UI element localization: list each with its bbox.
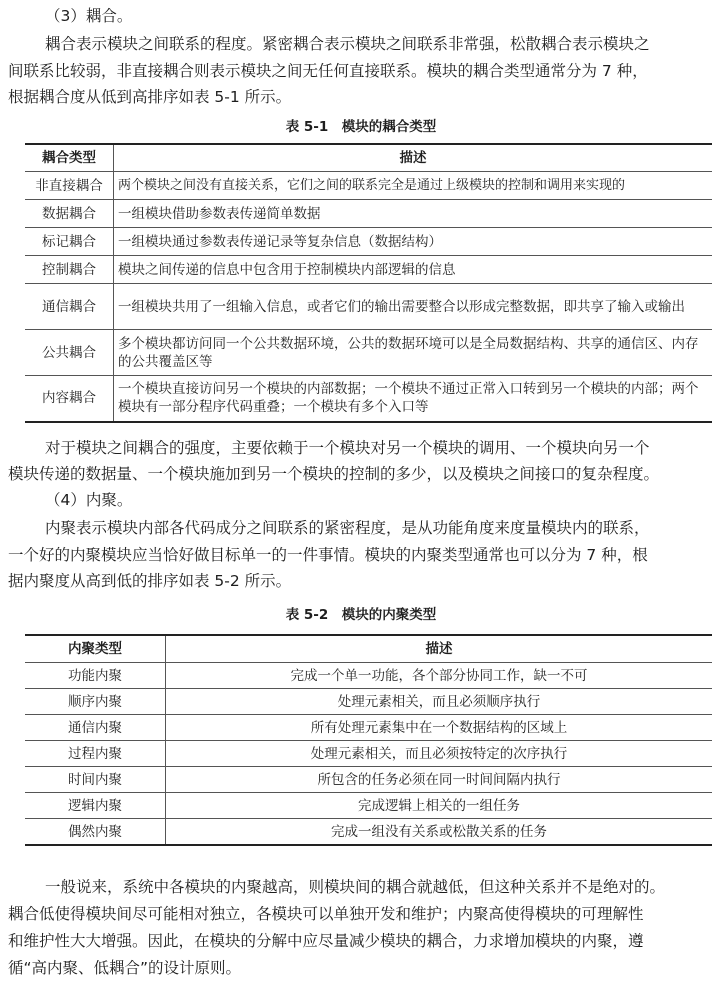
paragraph-line: 耦合表示模块之间联系的程度。紧密耦合表示模块之间联系非常强，松散耦合表示模块之: [45, 35, 650, 53]
table-header-row: [25, 635, 712, 663]
cohesion-desc-cell: 处理元素相关，而且必须按特定的次序执行: [166, 741, 713, 767]
paragraph-line: 内聚表示模块内部各代码成分之间联系的紧密程度，是从功能角度来度量模块内的联系，: [45, 519, 650, 537]
table-row: [25, 228, 712, 256]
cohesion-desc-cell: 所包含的任务必须在同一时间间隔内执行: [166, 767, 713, 793]
cohesion-desc-cell: 所有处理元素集中在一个数据结构的区域上: [166, 715, 713, 741]
coupling-type-cell: 公共耦合: [25, 330, 114, 376]
column-header-description: 描述: [114, 144, 713, 172]
table-row: [25, 172, 712, 200]
paragraph-line: 一个好的内聚模块应当恰好做目标单一的一件事情。模块的内聚类型通常也可以分为 7 种，根: [8, 546, 648, 564]
table-row: [25, 330, 712, 376]
coupling-desc-cell: 一组模块借助参数表传递简单数据: [114, 200, 713, 228]
table-row: [25, 715, 712, 741]
paragraph-line: 模块传递的数据量、一个模块施加到另一个模块的控制的多少，以及模块之间接口的复杂程度。: [8, 465, 660, 483]
cohesion-desc-cell: 完成一个单一功能，各个部分协同工作，缺一不可: [166, 663, 713, 689]
coupling-desc-cell: 模块之间传递的信息中包含用于控制模块内部逻辑的信息: [114, 256, 713, 284]
coupling-type-cell: 非直接耦合: [25, 172, 114, 200]
cohesion-type-cell: 过程内聚: [25, 741, 166, 767]
section-heading-coupling: （3）耦合。: [45, 7, 133, 25]
table-row: [25, 741, 712, 767]
column-header-description: 描述: [166, 635, 713, 663]
table-row: [25, 663, 712, 689]
paragraph-line: 一般说来，系统中各模块的内聚越高，则模块间的耦合就越低，但这种关系并不是绝对的。: [45, 878, 666, 896]
coupling-table: [25, 143, 712, 423]
table-row: [25, 284, 712, 330]
coupling-desc-cell: 两个模块之间没有直接关系，它们之间的联系完全是通过上级模块的控制和调用来实现的: [114, 172, 713, 200]
coupling-desc-cell: 多个模块都访问同一个公共数据环境，公共的数据环境可以是全局数据结构、共享的通信区、内存的公共覆盖区等: [114, 330, 713, 376]
coupling-type-cell: 内容耦合: [25, 376, 114, 422]
paragraph-line: 和维护性大大增强。因此，在模块的分解中应尽量减少模块的耦合，力求增加模块的内聚，遵: [8, 932, 644, 950]
cohesion-desc-cell: 处理元素相关，而且必须顺序执行: [166, 689, 713, 715]
cohesion-type-cell: 时间内聚: [25, 767, 166, 793]
coupling-desc-cell: 一组模块通过参数表传递记录等复杂信息（数据结构）: [114, 228, 713, 256]
cohesion-type-cell: 通信内聚: [25, 715, 166, 741]
table-caption-coupling: 表 5-1 模块的耦合类型: [285, 119, 437, 135]
section-heading-cohesion: （4）内聚。: [45, 491, 133, 509]
coupling-desc-cell: 一个模块直接访问另一个模块的内部数据；一个模块不通过正常入口转到另一个模块的内部；两个模块有一部分程序代码重叠；一个模块有多个入口等: [114, 376, 713, 422]
table-row: [25, 376, 712, 422]
cohesion-type-cell: 逻辑内聚: [25, 793, 166, 819]
table-row: [25, 689, 712, 715]
paragraph-line: 耦合低使得模块间尽可能相对独立，各模块可以单独开发和维护；内聚高使得模块的可理解性: [8, 905, 644, 923]
coupling-type-cell: 数据耦合: [25, 200, 114, 228]
cohesion-type-cell: 偶然内聚: [25, 819, 166, 846]
table-row: [25, 793, 712, 819]
paragraph-line: 对于模块之间耦合的强度，主要依赖于一个模块对另一个模块的调用、一个模块向另一个: [45, 439, 650, 457]
table-row: [25, 767, 712, 793]
coupling-type-cell: 控制耦合: [25, 256, 114, 284]
cohesion-type-cell: 功能内聚: [25, 663, 166, 689]
table-caption-cohesion: 表 5-2 模块的内聚类型: [285, 607, 437, 623]
coupling-type-cell: 通信耦合: [25, 284, 114, 330]
table-row: [25, 256, 712, 284]
paragraph-line: 循“高内聚、低耦合”的设计原则。: [8, 959, 242, 977]
paragraph-line: 根据耦合度从低到高排序如表 5-1 所示。: [8, 88, 292, 106]
coupling-type-cell: 标记耦合: [25, 228, 114, 256]
table-row: [25, 200, 712, 228]
paragraph-line: 据内聚度从高到低的排序如表 5-2 所示。: [8, 572, 292, 590]
column-header-type: 耦合类型: [25, 144, 114, 172]
coupling-desc-cell: 一组模块共用了一组输入信息，或者它们的输出需要整合以形成完整数据，即共享了输入或输出: [114, 284, 713, 330]
cohesion-desc-cell: 完成一组没有关系或松散关系的任务: [166, 819, 713, 846]
cohesion-table: [25, 634, 712, 846]
column-header-type: 内聚类型: [25, 635, 166, 663]
table-row: [25, 819, 712, 846]
cohesion-desc-cell: 完成逻辑上相关的一组任务: [166, 793, 713, 819]
table-header-row: [25, 144, 712, 172]
paragraph-line: 间联系比较弱，非直接耦合则表示模块之间无任何直接联系。模块的耦合类型通常分为 7 种，: [8, 62, 648, 80]
cohesion-type-cell: 顺序内聚: [25, 689, 166, 715]
